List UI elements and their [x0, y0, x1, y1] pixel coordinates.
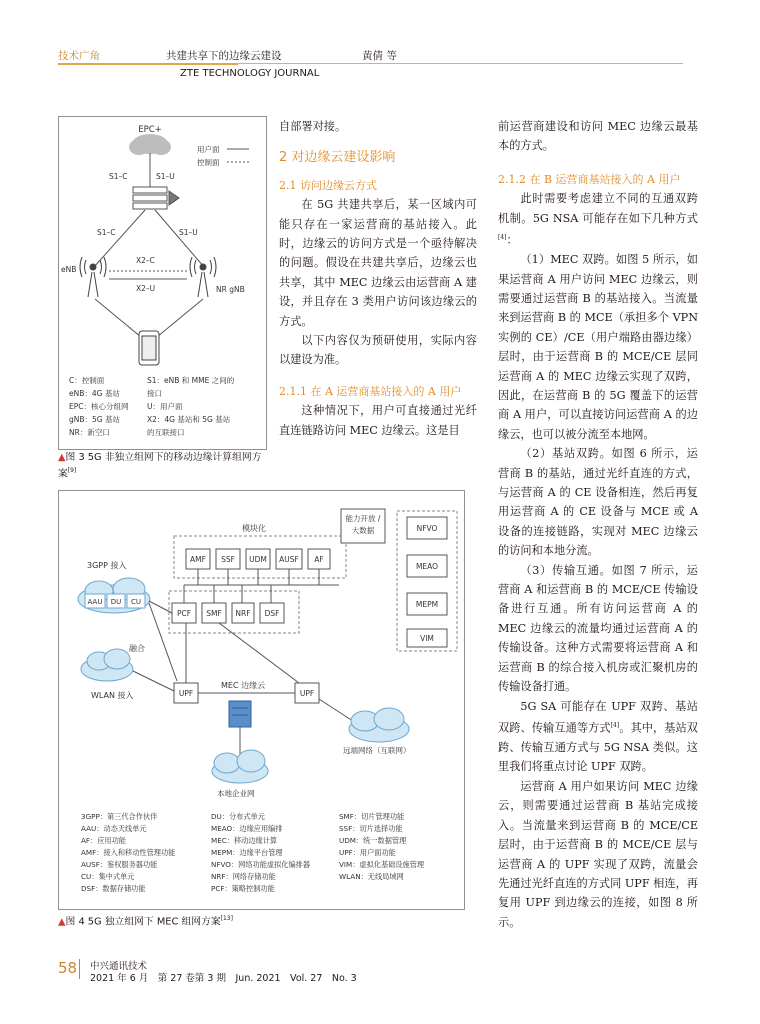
upf-right: UPF	[299, 689, 315, 698]
figure-4-caption-ref: [13]	[220, 915, 233, 922]
column-b	[498, 117, 698, 932]
fig3-legend-right-2: U：用户面	[147, 402, 183, 411]
x2c-label: X2–C	[136, 256, 155, 265]
caption-triangle-icon: ▲	[58, 452, 66, 463]
nf-smf: SMF	[206, 609, 222, 618]
heading-2-1-1: 2.1.1 在 A 运营商基站接入的 A 用户	[279, 384, 462, 398]
x2u-label: X2–U	[136, 284, 156, 293]
nf-pcf: PCF	[176, 609, 192, 618]
fig4-legend-c1-3: AMF：接入和移动性管理功能	[81, 848, 176, 857]
fig4-legend-c1-0: 3GPP：第三代合作伙伴	[81, 812, 158, 821]
fig4-legend-c1-5: CU：集中式单元	[81, 872, 135, 881]
col-a-p2: 以下内容仅为预研使用，实际内容以建设为准。	[279, 334, 477, 367]
fig3-legend-left-2: EPC：核心分组网	[69, 402, 129, 411]
heading-2-1-2: 2.1.2 在 B 运营商基站接入的 A 用户	[498, 172, 681, 186]
figure-3-diagram	[59, 117, 266, 449]
wlan-cloud	[81, 649, 133, 681]
col-b-p1-text: 此时需要考虑建立不同的互通双跨机制。5G NSA 可能存在如下几种方式	[498, 192, 698, 225]
fig3-legend-left-3: gNB：5G 基站	[69, 415, 120, 424]
local-network-label: 本地企业网	[217, 789, 255, 798]
heading-2-1: 2.1 访问边缘云方式	[279, 178, 377, 192]
fig4-legend-c3-1: SSF：切片选择功能	[339, 824, 403, 833]
s1c-top-label: S1–C	[109, 172, 128, 181]
upf-left: UPF	[178, 689, 194, 698]
orch-vim: VIM	[420, 634, 434, 643]
nf-nrf: NRF	[235, 609, 251, 618]
nf-ausf: AUSF	[279, 555, 299, 564]
nr-gnb-tower-icon	[190, 257, 216, 297]
epc-cloud	[129, 134, 171, 155]
fig3-legend-left-0: C：控制面	[69, 376, 105, 385]
figure-3-caption-text: 图 3 5G 非独立组网下的移动边缘计算组网方案	[58, 452, 262, 480]
fig4-legend-c2-5: NRF：网络存储功能	[211, 872, 276, 881]
column-a	[279, 117, 477, 440]
router-stack-icon	[133, 187, 179, 209]
fig3-legend-right-1: 接口	[147, 389, 162, 398]
ran-cu: CU	[130, 598, 142, 606]
col-b-p1-end: ：	[506, 233, 518, 247]
access-3gpp-label: 3GPP 接入	[87, 561, 127, 570]
orch-nfvo: NFVO	[416, 524, 438, 533]
ran-aau: AAU	[87, 598, 103, 606]
nf-dsf: DSF	[264, 609, 280, 618]
capability-line-1: 能力开放 /	[345, 514, 381, 523]
fig3-legend-left-1: eNB：4G 基站	[69, 389, 120, 398]
figure-4-caption-text: 图 4 5G 独立组网下 MEC 组网方案	[65, 916, 221, 928]
nf-af: AF	[314, 555, 324, 564]
nf-udm: UDM	[249, 555, 267, 564]
module-label: 模块化	[242, 524, 266, 533]
header-rule	[238, 63, 683, 64]
fig4-legend-c3-4: VIM：虚拟化基础设施管理	[339, 860, 425, 869]
col-a-p3: 这种情况下，用户可直接通过光纤直连链路访问 MEC 边缘云。这是目	[279, 404, 477, 437]
header-section: 技术广角	[58, 50, 100, 62]
nf-ssf: SSF	[221, 555, 235, 564]
fig4-legend-c2-0: DU：分布式单元	[211, 812, 265, 821]
ran-du: DU	[110, 598, 122, 606]
page-number: 58	[58, 959, 78, 977]
figure-4	[58, 490, 465, 910]
server-icon	[229, 701, 251, 727]
fig3-legend-left-4: NR：新空口	[69, 428, 110, 437]
col-b-p3: （2）基站双跨。如图 6 所示，运营商 B 的基站，通过光纤直连的方式，与运营商 A 的 CE 设备相连，然后再复用运营商 A 的 CE 设备与 MCE 或 A 设备的连接链路，实现对 MEC 边缘云的访问和本地分流。	[498, 447, 698, 558]
fusion-label: 融合	[129, 644, 145, 653]
fig4-legend-c1-1: AAU：动态天线单元	[81, 824, 147, 833]
fig4-legend-c3-5: WLAN：无线局域网	[339, 872, 404, 881]
orch-mepm: MEPM	[415, 600, 439, 609]
col-b-p4: （3）传输互通。如图 7 所示，运营商 A 和运营商 B 的 MCE/CE 传输设备进行互通。所有访问运营商 A 的 MEC 边缘云的流量均通过运营商 A 的传输设备。这种方式需要将运营商 A 和运营商 B 的综合接入机房或汇聚机房的传输设备打通。	[498, 563, 698, 694]
col-a-p1: 在 5G 共建共享后，某一区域内可能只存在一家运营商的基站接入。此时，边缘云的访问方式是一个亟待解决的问题。假设在共建共享后，边缘云也共享，其中 MEC 边缘云由运营商 A 建设，并且存在 3 类用户访问该边缘云的方式。	[279, 198, 477, 328]
fig4-legend-c2-4: NFVO：网络功能虚拟化编排器	[211, 860, 311, 869]
epc-label: EPC+	[138, 125, 162, 135]
nf-amf: AMF	[190, 555, 206, 564]
s1c-label: S1–C	[97, 228, 116, 237]
footer-journal: 中兴通讯技术	[90, 961, 148, 972]
fig4-legend-c2-1: MEAO：边缘应用编排	[211, 824, 283, 833]
figure-3-caption-ref: [9]	[67, 467, 77, 474]
figure-4-diagram	[59, 491, 464, 909]
fig3-legend-right-0: S1：eNB 和 MME 之间的	[147, 376, 235, 385]
col-b-p1	[498, 189, 698, 250]
heading-section-2: 2 对边缘云建设影响	[279, 150, 396, 166]
s1u-label: S1–U	[179, 228, 198, 237]
footer-divider	[79, 959, 80, 979]
fig4-legend-c3-2: UDM：统一数据管理	[339, 836, 407, 845]
capability-line-2: 大数据	[351, 526, 375, 535]
fig4-legend-c1-6: DSF：数据存储功能	[81, 884, 146, 893]
col-b-p2: （1）MEC 双跨。如图 5 所示，如果运营商 A 用户访问 MEC 边缘云，则需要通过运营商 B 的基站接入。当流量来到运营商 B 的 MCE（承担多个 VPN 实例的 CE）/CE（用户端路由器边缘）层时，由于运营商 B 的 MCE/CE 层同运营商 A 的 MEC 边缘云实现了双跨，因此，在运营商 B 的 5G 覆盖下的运营商 A 用户，可以直接访问运营商 A 的边缘云，也可以被分流至本地网。	[498, 253, 698, 441]
header-journal: ZTE TECHNOLOGY JOURNAL	[180, 68, 320, 79]
header-title: 共建共享下的边缘云建设	[166, 50, 282, 62]
remote-network-cloud	[349, 708, 409, 742]
enb-tower-icon	[80, 257, 106, 297]
orchestration-boxes	[407, 517, 447, 647]
fig3-legend-right-4: 的互联接口	[147, 428, 185, 437]
col-b-p5-text: 5G SA 可能存在 UPF 双跨、基站双跨、传输互通等方式	[498, 699, 698, 735]
col-b-p6: 运营商 A 用户如果访问 MEC 边缘云，则需要通过运营商 B 基站完成接入。当流量来到运营商 B 的 MCE/CE 层时，由于运营商 B 的 MCE/CE 层与运营商 A 的 UPF 实现了双跨，流量会先通过光纤直连的方式同 UPF 相连，再复用 UPF 到边缘云的连接，如图 8 所示。	[498, 779, 698, 929]
caption-triangle-icon: ▲	[58, 916, 66, 928]
wlan-label: WLAN 接入	[91, 691, 134, 700]
header-accent-rule	[58, 63, 238, 65]
col-b-p5-ref: [4]	[610, 721, 620, 729]
nr-gnb-label: NR gNB	[216, 285, 245, 294]
figure-4-caption	[58, 912, 458, 928]
header-author: 黄倩 等	[362, 50, 397, 62]
col-b-p1-ref: [4]	[498, 234, 507, 242]
fig4-legend-c2-6: PCF：策略控制功能	[211, 884, 275, 893]
col-b-p0: 前运营商建设和访问 MEC 边缘云最基本的方式。	[498, 120, 698, 153]
col-a-p0: 自部署对接。	[279, 120, 347, 133]
fig3-legend-right-3: X2：4G 基站和 5G 基站	[147, 415, 231, 424]
orch-meao: MEAO	[415, 562, 439, 571]
col-b-p5	[498, 697, 698, 777]
fig4-legend-c1-2: AF：应用功能	[81, 836, 126, 845]
s1u-top-label: S1–U	[156, 172, 175, 181]
fig4-legend-c3-0: SMF：切片管理功能	[339, 812, 405, 821]
enb-label: eNB	[61, 265, 77, 274]
legend-user-plane: 用户面	[197, 145, 220, 154]
fig4-legend-c1-4: AUSF：鉴权服务器功能	[81, 860, 158, 869]
footer-issue: 2021 年 6 月 第 27 卷第 3 期 Jun. 2021 Vol. 27 No. 3	[90, 973, 357, 984]
remote-network-label: 远端网络（互联网）	[343, 746, 411, 755]
fig4-legend-c2-2: MEC：移动边缘计算	[211, 836, 278, 845]
local-network-cloud	[212, 750, 268, 783]
col-b-p5-end: 。其中，基站双跨、传输互通方式与 5G NSA 类似。这里我们将重点讨论 UPF 双跨。	[498, 721, 698, 774]
legend-control-plane: 控制面	[197, 158, 220, 167]
fig4-legend-c2-3: MEPM：边缘平台管理	[211, 848, 283, 857]
phone-icon	[139, 331, 159, 365]
mec-label: MEC 边缘云	[221, 681, 266, 690]
fig4-legend-c3-3: UPF：用户面功能	[339, 848, 396, 857]
figure-3	[58, 116, 267, 450]
figure-3-caption	[58, 451, 268, 480]
